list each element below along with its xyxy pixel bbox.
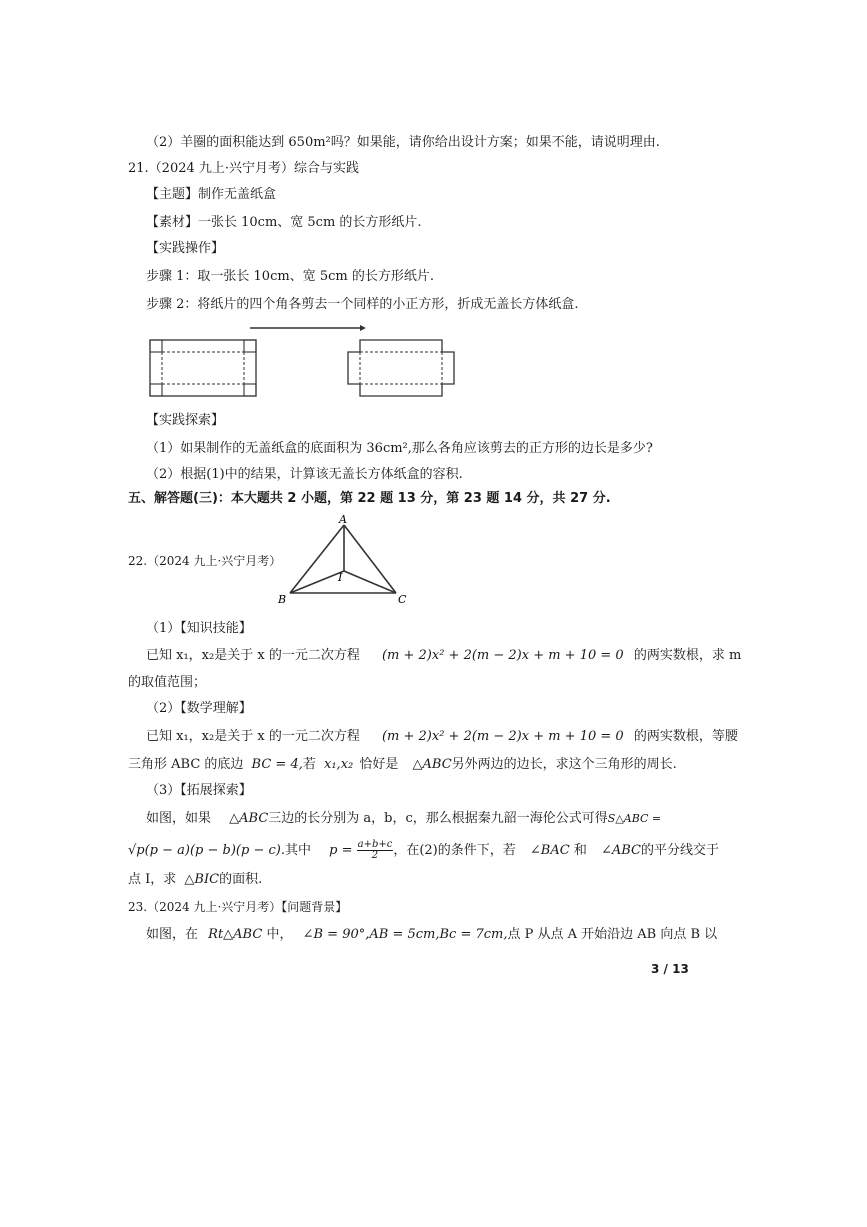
q23-line1: 如图，在 Rt△ABC 中， ∠B = 90°,AB = 5cm,Bc = 7cm,点 P 从点 A 开始沿边 AB 向点 B 以 [146,927,718,942]
q21-heading: 21.（2024 九上·兴宁月考）综合与实践 [128,161,360,176]
section-5-heading: 五、解答题(三)：本大题共 2 小题，第 22 题 13 分，第 23 题 14 分，共 27 分. [128,491,611,506]
q20-part2-text: （2）羊圈的面积能达到 650m²吗？如果能，请你给出设计方案；如果不能，请说明理由. [146,135,660,150]
q22-part3-line2: √p(p − a)(p − b)(p − c).其中 p = $\frac{a+b+c}{2}$ ，在(2)的条件下，若 ∠BAC 和 ∠ABC的平分线交于 [128,839,720,861]
q22-part2-title: （2）【数学理解】 [146,701,252,716]
q22-part3-line1: 如图，如果 △ABC三边的长分别为 a，b，c，那么根据秦九韶一海伦公式可得S△ABC = [146,811,662,826]
q22-part3-line3: 点 I，求 △BIC的面积. [128,872,263,887]
q23-heading: 23.（2024 九上·兴宁月考）【问题背景】 [128,900,348,914]
q22-part2-line1: 已知 x₁，x₂是关于 x 的一元二次方程 (m + 2)x² + 2(m − 2)x + m + 10 = 0 的两实数根，等腰 [146,729,738,744]
vertex-c-label: C [398,593,407,606]
triangle-figure [278,515,408,605]
vertex-a-label: A [339,513,347,526]
heron-formula: √p(p − a)(p − b)(p − c) [128,843,281,858]
q21-theme: 【主题】制作无盖纸盒 [146,187,277,202]
q21-question1: （1）如果制作的无盖纸盒的底面积为 36cm²,那么各角应该剪去的正方形的边长是多少? [146,441,653,456]
q22-heading: 22.（2024 九上·兴宁月考） [128,554,282,568]
vertex-b-label: B [278,593,287,606]
q21-step2: 步骤 2：将纸片的四个角各剪去一个同样的小正方形，折成无盖长方体纸盒. [146,297,579,312]
page-number: 3 / 13 [651,962,689,976]
box-folding-diagram [148,322,468,402]
quadratic-equation: (m + 2)x² + 2(m − 2)x + m + 10 = 0 [381,648,624,663]
q21-step1: 步骤 1：取一张长 10cm、宽 5cm 的长方形纸片. [146,269,434,284]
q22-part2-line2: 三角形 ABC 的底边 BC = 4,若 x₁,x₂ 恰好是 △ABC另外两边的边长，求这个三角形的周长. [128,757,677,772]
q22-part1-line2: 的取值范围； [128,675,207,690]
q21-material: 【素材】一张长 10cm、宽 5cm 的长方形纸片. [146,215,422,230]
semi-perimeter-fraction: $\frac{a+b+c}{2}$ [357,839,393,861]
quadratic-equation: (m + 2)x² + 2(m − 2)x + m + 10 = 0 [381,729,624,744]
q22-part3-title: （3）【拓展探索】 [146,783,252,798]
q22-part1-line1: 已知 x₁，x₂是关于 x 的一元二次方程 (m + 2)x² + 2(m − 2)x + m + 10 = 0 的两实数根，求 m [146,648,742,663]
incenter-i-label: I [338,571,343,584]
q21-question2: （2）根据(1)中的结果，计算该无盖长方体纸盒的容积. [146,467,463,482]
q21-explore-heading: 【实践探索】 [146,413,225,428]
q22-part1-title: （1）【知识技能】 [146,621,252,636]
q21-practice-heading: 【实践操作】 [146,241,225,256]
